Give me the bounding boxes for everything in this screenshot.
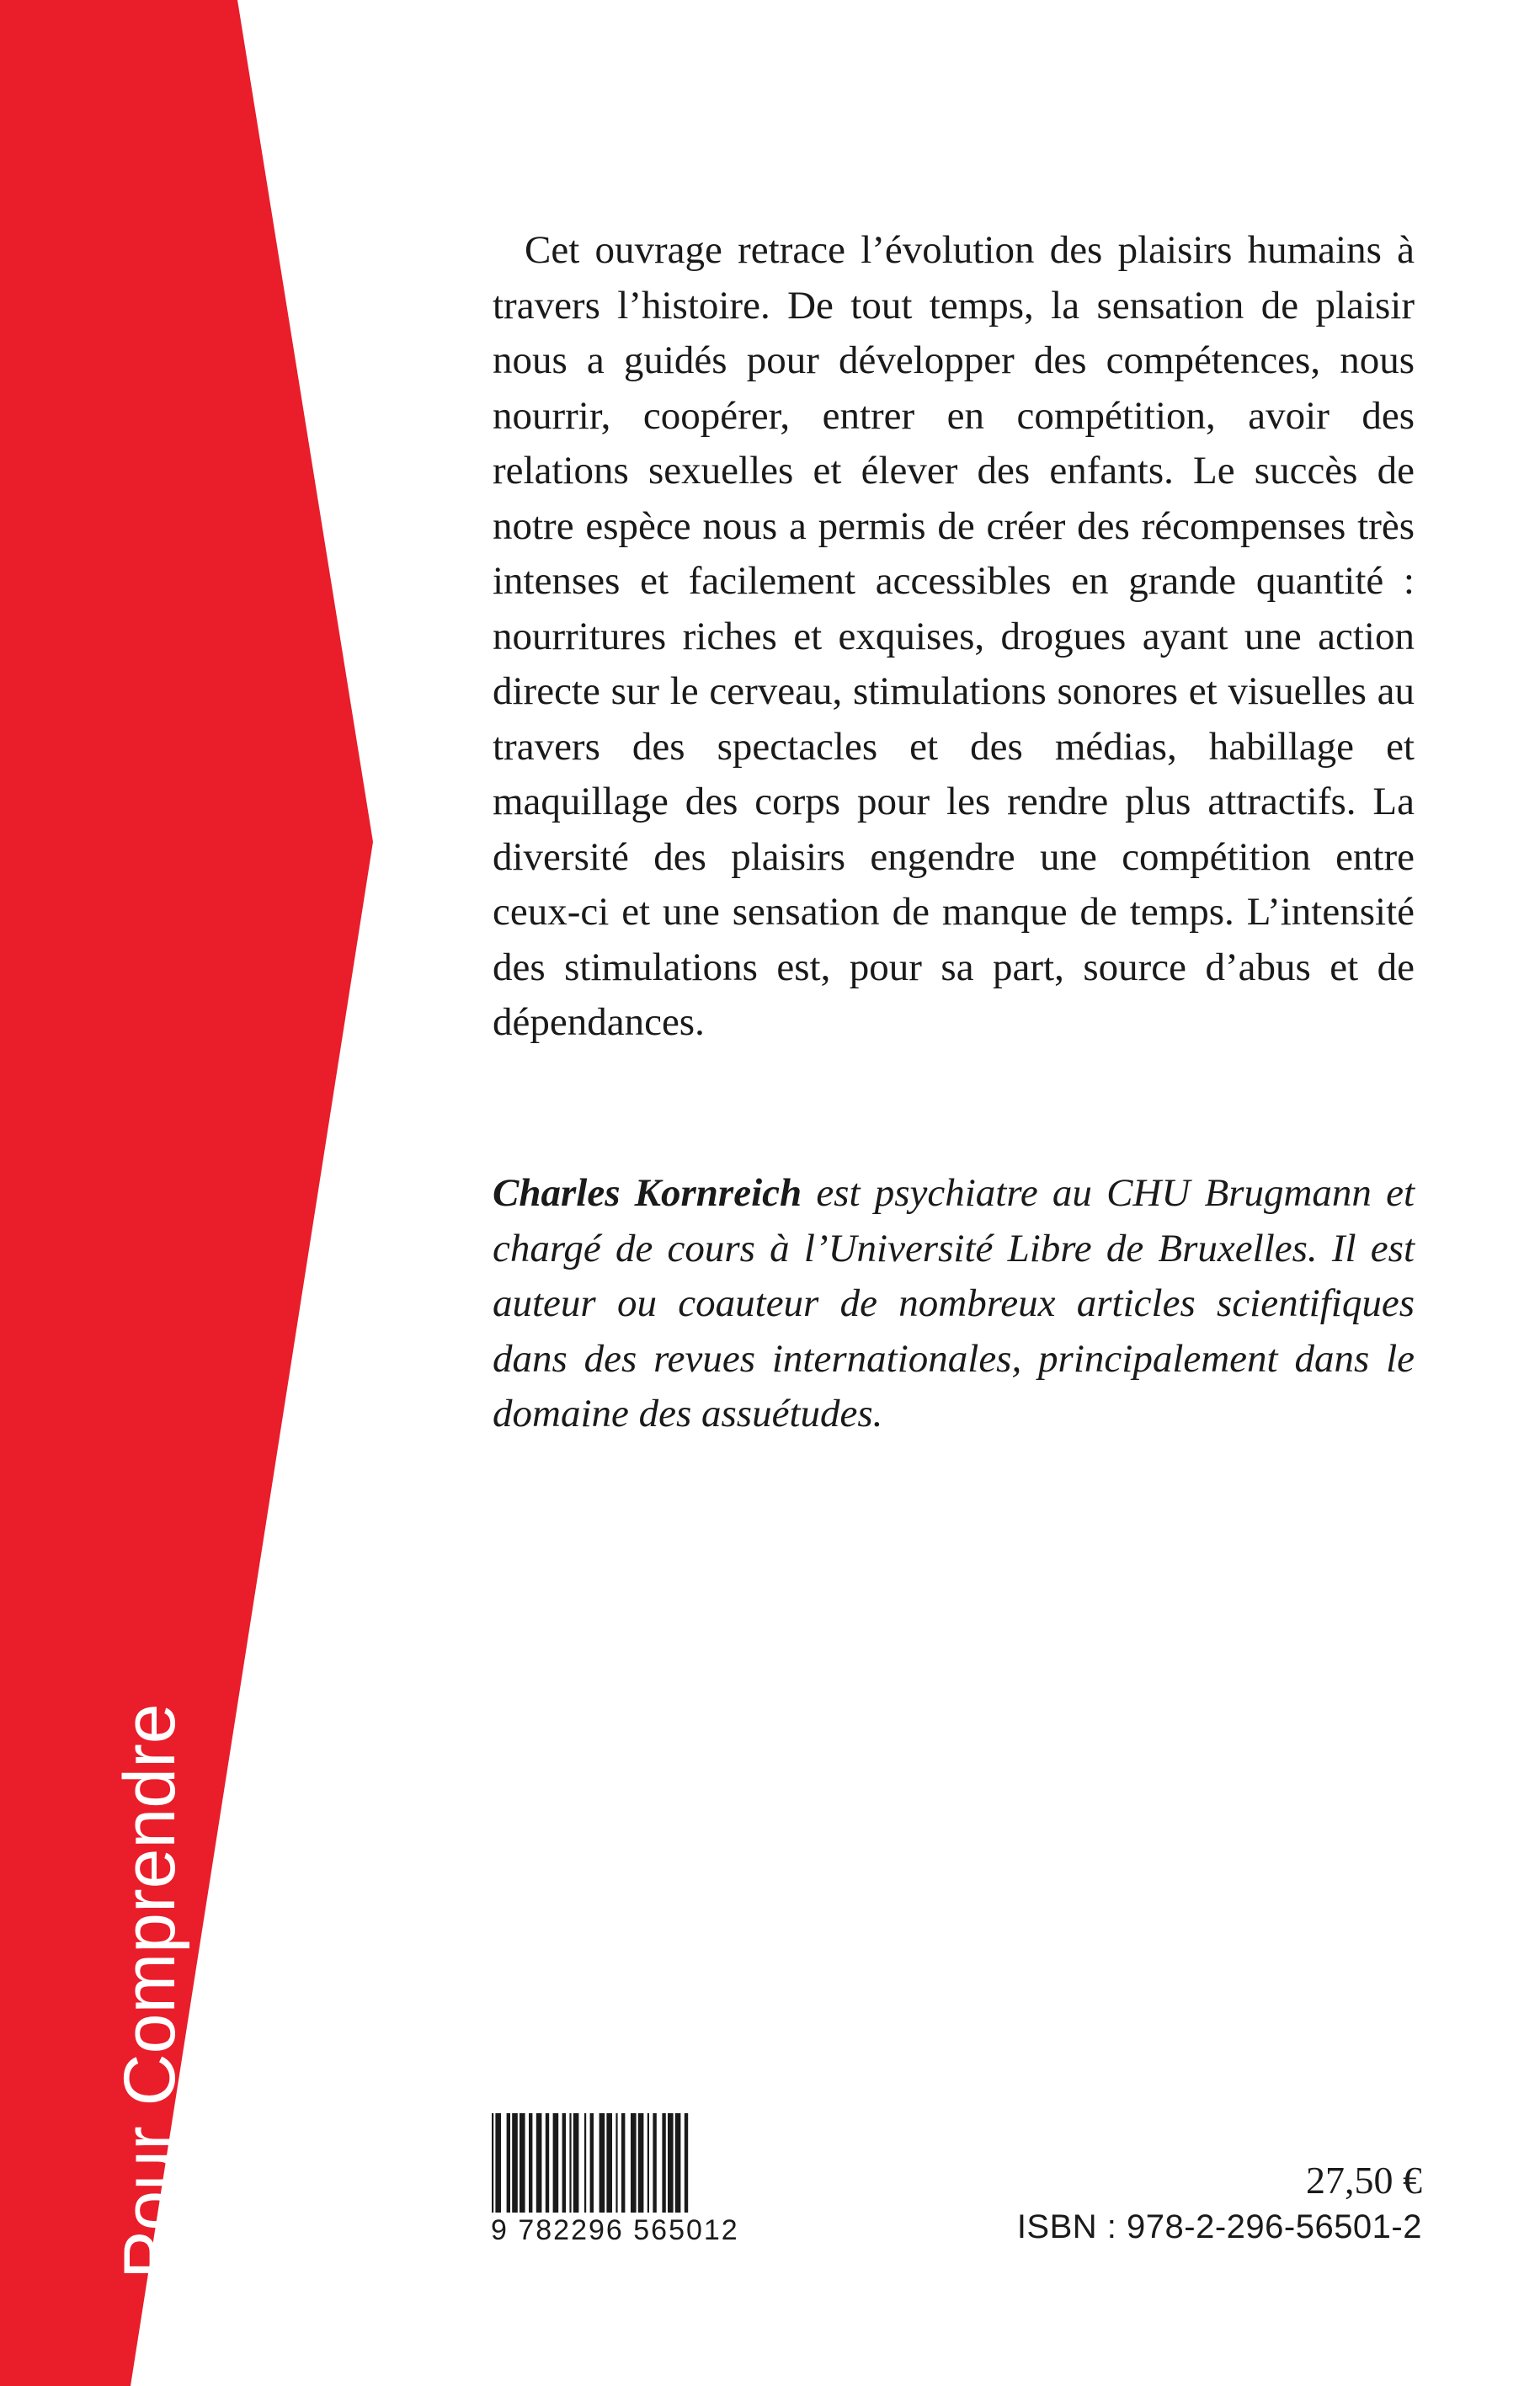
barcode-bar: [647, 2113, 649, 2213]
barcode-digits: 9 782296 565012: [491, 2214, 739, 2246]
barcode-bar: [536, 2113, 542, 2213]
barcode-bar: [668, 2113, 674, 2213]
barcode-bar: [675, 2113, 681, 2213]
barcode-bar: [495, 2113, 501, 2213]
barcode-bar: [631, 2113, 637, 2213]
barcode-bar: [553, 2113, 559, 2213]
barcode-bar: [573, 2113, 579, 2213]
barcode-bar: [662, 2113, 665, 2213]
barcode-bar: [584, 2113, 586, 2213]
red-side-band: [0, 0, 387, 2386]
barcode-bar: [529, 2113, 532, 2213]
author-name: Charles Kornreich: [493, 1171, 802, 1215]
barcode-bar: [590, 2113, 594, 2213]
barcode-bar: [599, 2113, 605, 2213]
author-bio-text: est psychiatre au CHU Brugmann et chargé de cours à l’Université Libre de Bruxelles. Il est auteur ou coauteur de nombreux articles scientifiques dans des revues internationales, principalement dans le domaine des assuétudes.: [493, 1171, 1415, 1435]
book-description: Cet ouvrage retrace l’évolution des plaisirs humains à travers l’histoire. De tout temps, la sensation de plaisir nous a guidés pour développer des compétences, nous nourrir, coopérer, entrer en compétition, avoir des relations sexuelles et élever des enfants. Le succès de notre espèce nous a permis de créer des récompenses très intenses et facilement accessibles en grande quantité : nourritures riches et exquises, drogues ayant une action directe sur le cerveau, stimulations sonores et visuelles au travers des spectacles et des médias, habillage et maquillage des corps pour les rendre plus attractifs. La diversité des plaisirs engendre une compétition entre ceux-ci et une sensation de manque de temps. L’intensité des stimulations est, pour sa part, source d’abus et de dépendances.: [493, 228, 1415, 1044]
barcode-bar: [569, 2113, 571, 2213]
barcode-bar: [507, 2113, 510, 2213]
barcode-bar: [685, 2113, 688, 2213]
barcode-bar: [562, 2113, 566, 2213]
barcode-bar: [492, 2113, 493, 2213]
barcode-bar: [615, 2113, 617, 2213]
barcode-bar: [546, 2113, 549, 2213]
barcode-bar: [520, 2113, 525, 2213]
series-title: Pour Comprendre: [109, 1703, 190, 2279]
price: 27,50 €: [1306, 2159, 1422, 2202]
isbn: ISBN : 978-2-296-56501-2: [1016, 2208, 1422, 2245]
barcode-bar: [638, 2113, 644, 2213]
barcode-bar: [621, 2113, 625, 2213]
barcode-bar: [606, 2113, 612, 2213]
author-biography: [493, 1166, 1415, 1442]
barcode-bar: [653, 2113, 656, 2213]
barcode-bar: [512, 2113, 518, 2213]
